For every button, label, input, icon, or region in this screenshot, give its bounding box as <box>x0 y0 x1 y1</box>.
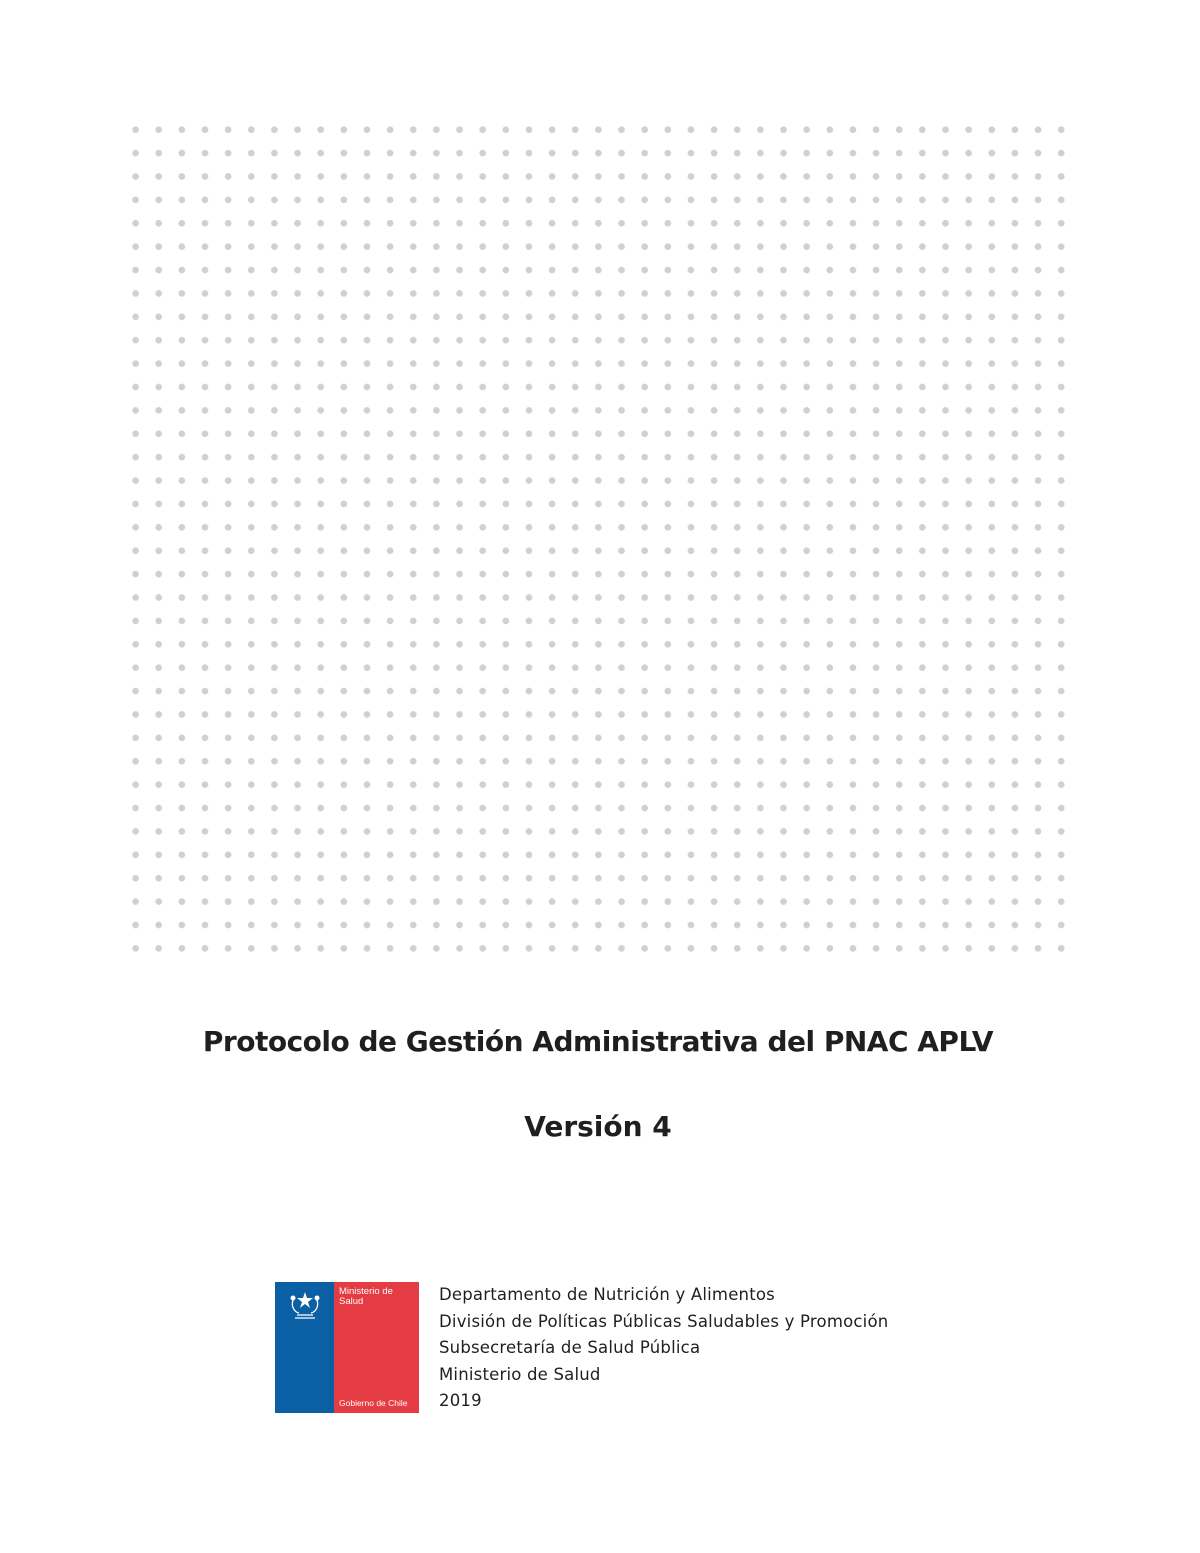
logo-ministry-line2: Salud <box>339 1296 364 1307</box>
document-title: Protocolo de Gestión Administrativa del PNAC APLV <box>202 1025 994 1058</box>
info-year: 2019 <box>439 1391 482 1410</box>
logo-red-panel <box>334 1282 419 1413</box>
info-department: Departamento de Nutrición y Alimentos <box>439 1285 775 1304</box>
ministry-logo <box>275 1282 419 1413</box>
logo-blue-panel <box>275 1282 334 1413</box>
document-version: Versión 4 <box>524 1110 672 1143</box>
dot-grid-decoration <box>124 118 1072 966</box>
logo-ministry-line1: Ministerio de <box>339 1286 393 1297</box>
info-ministry: Ministerio de Salud <box>439 1364 601 1384</box>
coat-of-arms-icon <box>285 1288 325 1322</box>
logo-ministry-name <box>339 1287 417 1307</box>
logo-government-label: Gobierno de Chile <box>339 1398 408 1408</box>
info-division: División de Políticas Públicas Saludables y Promoción <box>439 1311 889 1331</box>
institution-info <box>439 1282 888 1415</box>
info-subsecretariat: Subsecretaría de Salud Pública <box>439 1338 701 1357</box>
